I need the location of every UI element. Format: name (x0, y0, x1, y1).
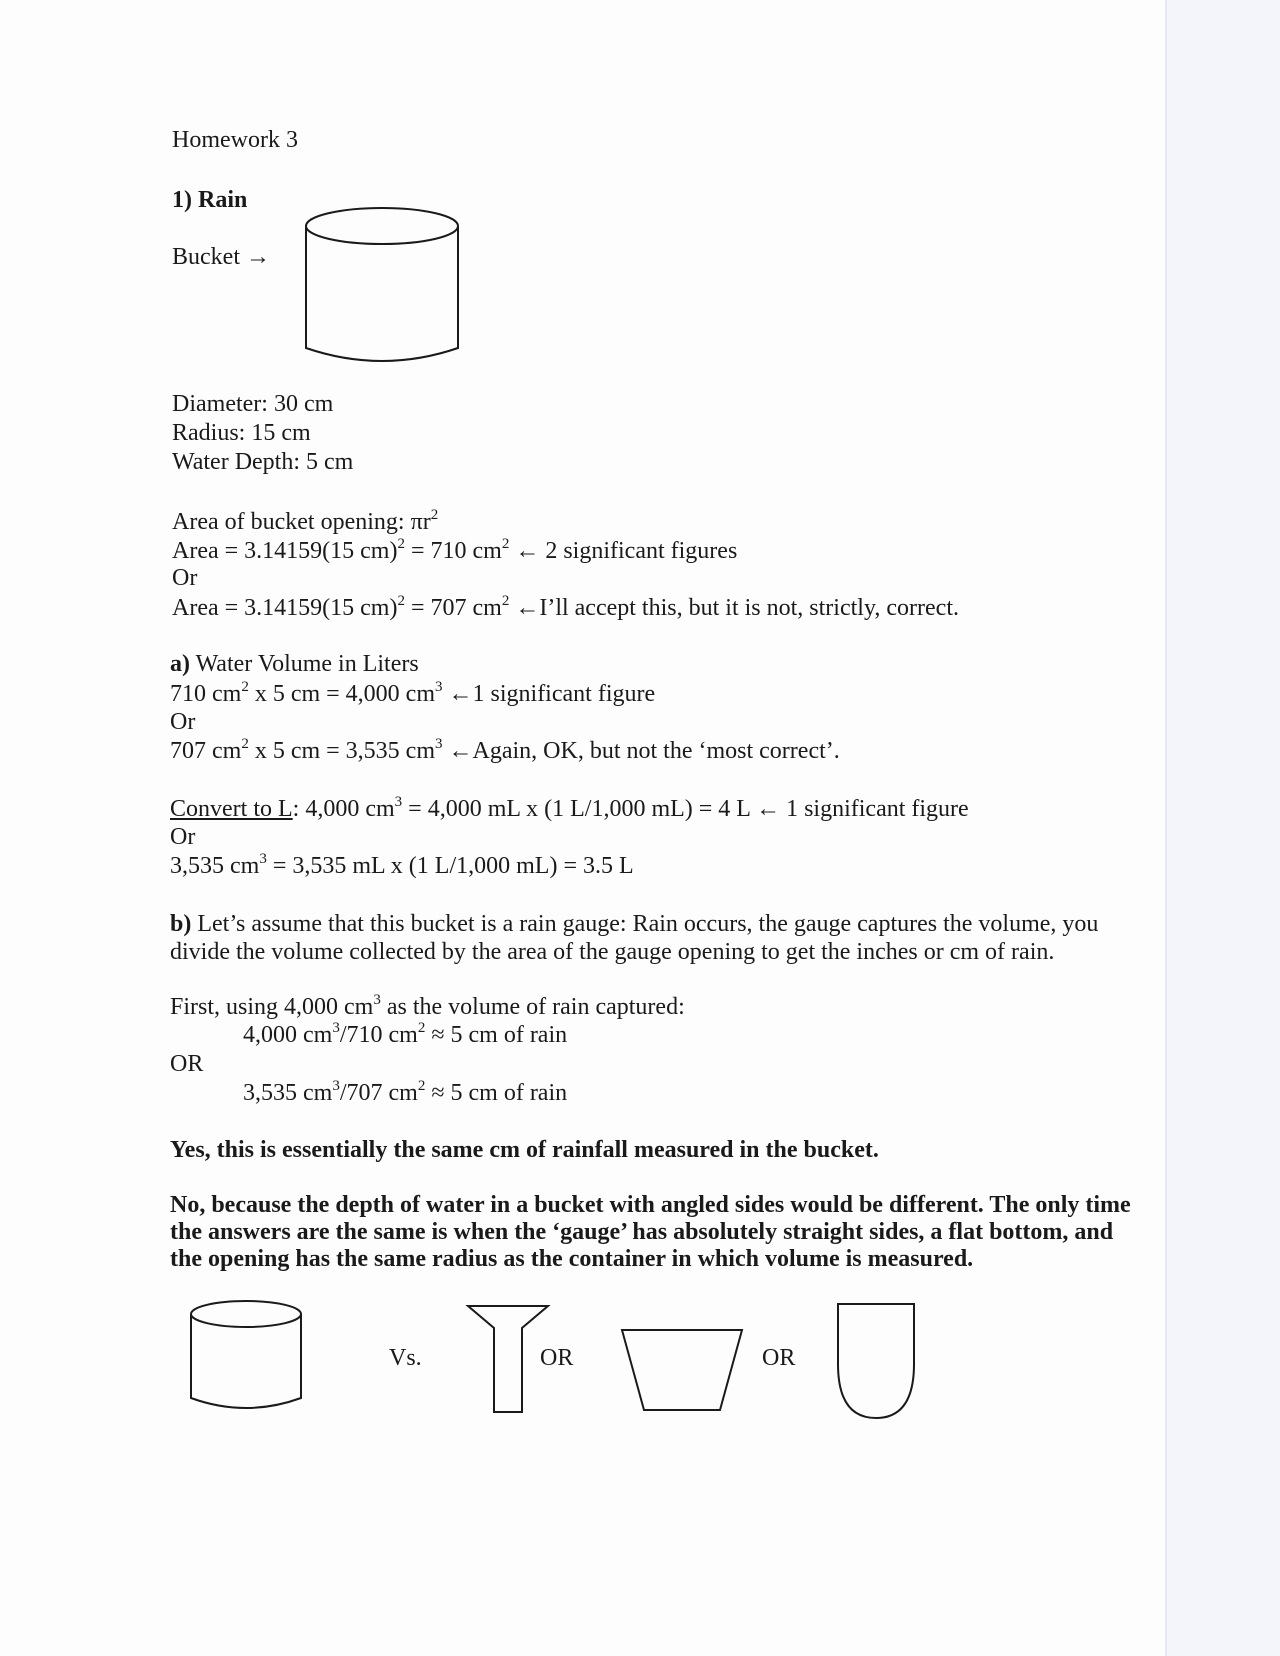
rain-calc-1: 4,000 $cm^3/710$ $cm^2 \approx 5$ cm of rain (243, 1020, 568, 1048)
tapered-bucket-diagram (620, 1328, 744, 1414)
diameter-text: Diameter: 30 cm (172, 391, 334, 417)
cylinder-body (191, 1314, 301, 1408)
scan-edge (1165, 0, 1280, 1656)
bucket-body (306, 226, 458, 361)
rain-calc-2: 3,535 $cm^3/707$ $cm^2 \approx 5$ cm of rain (243, 1078, 568, 1106)
convert-line-2: 3,535 $cm^3 = 3,535$ mL x (1 L/1,000 mL) = 3.5 L (170, 851, 634, 879)
volume-or: Or (170, 709, 196, 735)
convert-line-1: Convert to L: 4,000 $cm^3 = 4,000$ mL x (1 L/1,000 mL) = 4 L ← 1 significant figure (170, 794, 969, 822)
bucket-cylinder-diagram (300, 206, 464, 378)
convert-or: Or (170, 824, 196, 850)
area-formula: Area of bucket opening: $\pi r^2$ (172, 507, 439, 535)
depth-text: Water Depth: 5 cm (172, 449, 354, 475)
section-heading: 1) Rain (172, 187, 248, 213)
cylinder-rim (191, 1301, 301, 1327)
volume-line-1: 710 $cm^2$ x 5 cm = 4,000 $cm^3$ ←1 significant figure (170, 679, 656, 707)
part-b-paragraph: b) Let’s assume that this bucket is a rain gauge: Rain occurs, the gauge captures the volume, you divide the volume collected by the area of the gauge opening to get the inches or cm of rain. (170, 911, 1099, 965)
or-label-1: OR (540, 1345, 574, 1371)
part-a-heading: a) Water Volume in Liters (170, 651, 419, 677)
rounded-outline (838, 1304, 914, 1418)
area-line-1: Area = 3.14159(15 cm)$^2$ = 710 $cm^2$ ← 2 significant figures (172, 536, 738, 564)
document-title: Homework 3 (172, 127, 298, 153)
answer-no: No, because the depth of water in a bucket with angled sides would be different. The only time the answers are the same is when the ‘gauge’ has absolutely straight sides, a flat bottom, and the opening has the same radius as the container in which volume is measured. (170, 1192, 1131, 1272)
area-line-2: Area = 3.14159(15 cm)$^2$ = 707 $cm^2$ ←I’ll accept this, but it is not, strictly, correct. (172, 593, 959, 621)
bucket-label: Bucket → (172, 244, 270, 270)
bucket-rim (306, 208, 458, 244)
vs-label: Vs. (389, 1345, 422, 1371)
rain-or: OR (170, 1051, 204, 1077)
funnel-outline (468, 1306, 548, 1412)
area-or: Or (172, 565, 198, 591)
volume-line-2: 707 $cm^2$ x 5 cm = 3,535 $cm^3$ ←Again, OK, but not the ‘most correct’. (170, 736, 840, 764)
straight-cylinder-diagram (190, 1300, 306, 1418)
part-b-first: First, using 4,000 $cm^3$ as the volume of rain captured: (170, 992, 685, 1020)
convert-label: Convert to L (170, 796, 293, 822)
or-label-2: OR (762, 1345, 796, 1371)
rounded-bottom-diagram (836, 1302, 916, 1420)
radius-text: Radius: 15 cm (172, 420, 311, 446)
tapered-outline (622, 1330, 742, 1410)
answer-yes: Yes, this is essentially the same cm of rainfall measured in the bucket. (170, 1137, 879, 1163)
